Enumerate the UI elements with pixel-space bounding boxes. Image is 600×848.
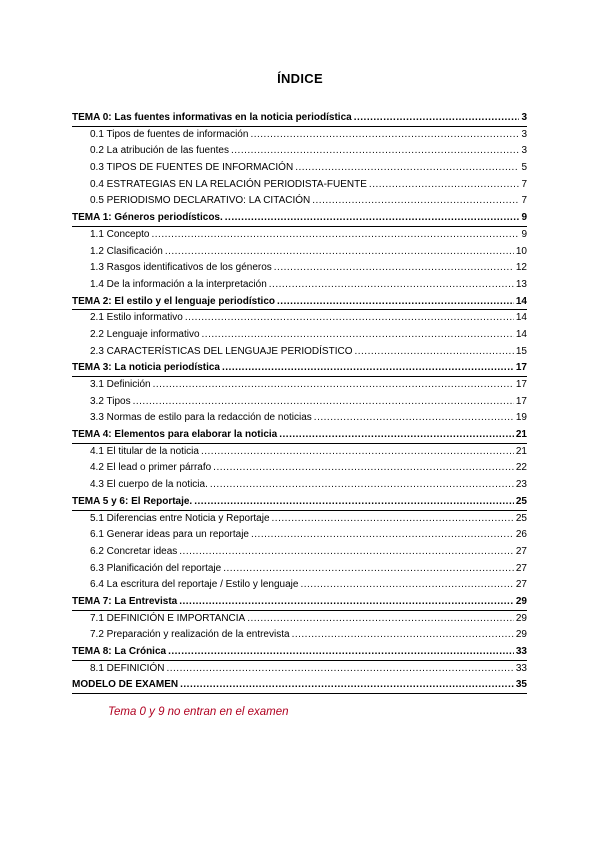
toc-entry-page-number: 29 [515, 595, 527, 607]
toc-dot-leader [180, 677, 514, 694]
toc-entry-page-number: 35 [515, 679, 527, 691]
toc-entry-label: TEMA 5 y 6: El Reportaje. [72, 495, 193, 507]
toc-entry-label: 7.2 Preparación y realización de la entrevista [90, 629, 290, 641]
toc-section-entry[interactable] [72, 410, 527, 427]
toc-dot-leader [277, 294, 514, 311]
toc-entry-page-number: 3 [521, 128, 527, 140]
toc-entry-label: 0.3 TIPOS DE FUENTES DE INFORMACIÓN [90, 162, 294, 174]
toc-section-entry[interactable] [72, 477, 527, 494]
toc-entry-page-number: 9 [521, 212, 527, 224]
toc-section-entry[interactable] [72, 444, 527, 461]
toc-entry-page-number: 3 [521, 145, 527, 157]
toc-entry-page-number: 9 [521, 228, 527, 240]
toc-chapter-entry[interactable] [72, 110, 527, 127]
toc-entry-label: 6.3 Planificación del reportaje [90, 562, 222, 574]
toc-entry-label: 0.2 La atribución de las fuentes [90, 145, 229, 157]
toc-chapter-entry[interactable] [72, 360, 527, 377]
toc-entry-page-number: 33 [515, 646, 527, 657]
toc-dot-leader [231, 143, 519, 160]
toc-chapter-entry[interactable] [72, 427, 527, 444]
toc-section-entry[interactable] [72, 577, 527, 594]
toc-section-entry[interactable] [72, 193, 527, 210]
toc-entry-label: 1.2 Clasificación [90, 245, 163, 257]
toc-dot-leader [279, 427, 514, 444]
toc-entry-label: 1.3 Rasgos identificativos de los géneros [90, 262, 272, 274]
toc-dot-leader [194, 494, 514, 511]
toc-entry-label: TEMA 3: La noticia periodística [72, 362, 220, 374]
toc-chapter-entry[interactable] [72, 294, 527, 311]
toc-dot-leader [202, 327, 514, 344]
toc-chapter-entry[interactable] [72, 594, 527, 611]
toc-dot-leader [165, 244, 514, 261]
toc-dot-leader [133, 394, 514, 411]
toc-entry-page-number: 21 [515, 429, 527, 441]
toc-dot-leader [312, 193, 519, 210]
toc-section-entry[interactable] [72, 511, 527, 528]
toc-entry-page-number: 5 [521, 162, 527, 174]
toc-dot-leader [201, 444, 514, 461]
toc-entry-page-number: 27 [515, 579, 527, 591]
toc-entry-page-number: 17 [515, 379, 527, 390]
toc-entry-page-number: 29 [515, 612, 527, 624]
toc-entry-page-number: 7 [521, 178, 527, 190]
toc-section-entry[interactable] [72, 160, 527, 177]
toc-section-entry[interactable] [72, 260, 527, 277]
toc-section-entry[interactable] [72, 177, 527, 194]
toc-dot-leader [152, 227, 520, 244]
toc-dot-leader [223, 561, 514, 578]
toc-section-entry[interactable] [72, 310, 527, 327]
toc-dot-leader [153, 377, 514, 394]
toc-section-entry[interactable] [72, 227, 527, 244]
toc-entry-label: 7.1 DEFINICIÓN E IMPORTANCIA [90, 612, 246, 624]
toc-dot-leader [300, 577, 513, 594]
toc-entry-label: 4.2 El lead o primer párrafo [90, 462, 212, 474]
toc-entry-label: TEMA 7: La Entrevista [72, 595, 178, 607]
toc-dot-leader [210, 477, 514, 494]
toc-entry-label: TEMA 0: Las fuentes informativas en la noticia periodística [72, 112, 352, 123]
toc-section-entry[interactable] [72, 527, 527, 544]
toc-entry-label: 1.1 Concepto [90, 228, 150, 240]
toc-dot-leader [292, 627, 514, 644]
toc-dot-leader [222, 360, 514, 377]
toc-entry-page-number: 33 [515, 662, 527, 674]
toc-entry-page-number: 25 [515, 512, 527, 524]
toc-dot-leader [179, 594, 514, 611]
toc-section-entry[interactable] [72, 344, 527, 361]
toc-dot-leader [185, 310, 514, 327]
toc-dot-leader [354, 110, 520, 127]
toc-entry-page-number: 14 [515, 295, 527, 307]
toc-section-entry[interactable] [72, 327, 527, 344]
toc-dot-leader [314, 410, 514, 427]
toc-dot-leader [274, 260, 514, 277]
toc-entry-label: 6.1 Generar ideas para un reportaje [90, 529, 249, 541]
exam-note: Tema 0 y 9 no entran en el examen [108, 706, 289, 718]
toc-dot-leader [247, 611, 514, 628]
toc-chapter-entry[interactable] [72, 210, 527, 227]
toc-entry-page-number: 27 [515, 562, 527, 574]
toc-entry-page-number: 17 [515, 395, 527, 407]
toc-entry-label: 6.2 Concretar ideas [90, 545, 178, 557]
toc-entry-page-number: 10 [515, 245, 527, 257]
toc-section-entry[interactable] [72, 460, 527, 477]
toc-dot-leader [354, 344, 513, 361]
toc-section-entry[interactable] [72, 377, 527, 394]
toc-entry-page-number: 26 [515, 529, 527, 541]
toc-entry-label: MODELO DE EXAMEN [72, 679, 179, 691]
toc-section-entry[interactable] [72, 394, 527, 411]
toc-entry-label: 0.5 PERIODISMO DECLARATIVO: LA CITACIÓN [90, 195, 311, 207]
toc-entry-label: TEMA 8: La Crónica [72, 646, 167, 657]
toc-dot-leader [295, 160, 519, 177]
toc-entry-label: 0.4 ESTRATEGIAS EN LA RELACIÓN PERIODISTA-FUENTE [90, 178, 367, 190]
toc-section-entry[interactable] [72, 661, 527, 678]
toc-entry-page-number: 17 [515, 362, 527, 374]
toc-entry-page-number: 21 [515, 445, 527, 457]
toc-dot-leader [369, 177, 520, 194]
toc-entry-page-number: 3 [521, 112, 527, 123]
toc-entry-page-number: 13 [515, 278, 527, 290]
toc-entry-page-number: 7 [521, 195, 527, 207]
toc-entry-page-number: 12 [515, 262, 527, 274]
toc-dot-leader [225, 210, 520, 227]
toc-section-entry[interactable] [72, 277, 527, 294]
toc-section-entry[interactable] [72, 143, 527, 160]
toc-section-entry[interactable] [72, 544, 527, 561]
toc-entry-label: 8.1 DEFINICIÓN [90, 662, 165, 674]
toc-dot-leader [269, 277, 514, 294]
toc-dot-leader [166, 661, 513, 678]
toc-entry-page-number: 22 [515, 462, 527, 474]
toc-entry-page-number: 14 [515, 328, 527, 340]
toc-entry-label: TEMA 2: El estilo y el lenguaje periodístico [72, 295, 276, 307]
toc-entry-label: 3.2 Tipos [90, 395, 131, 407]
toc-section-entry[interactable] [72, 244, 527, 261]
toc-entry-page-number: 29 [515, 629, 527, 641]
toc-dot-leader [213, 460, 514, 477]
toc-section-entry[interactable] [72, 611, 527, 628]
toc-entry-label: 6.4 La escritura del reportaje / Estilo y lenguaje [90, 579, 299, 591]
page-title: ÍNDICE [277, 71, 323, 86]
toc-section-entry[interactable] [72, 627, 527, 644]
toc-entry-label: 3.1 Definición [90, 379, 151, 390]
toc-entry-label: 2.1 Estilo informativo [90, 312, 183, 324]
toc-section-entry[interactable] [72, 127, 527, 144]
toc-section-entry[interactable] [72, 561, 527, 578]
toc-entry-page-number: 27 [515, 545, 527, 557]
toc-chapter-entry[interactable] [72, 644, 527, 661]
toc-entry-page-number: 14 [515, 312, 527, 324]
toc-entry-label: 4.3 El cuerpo de la noticia. [90, 479, 208, 491]
toc-entry-label: 0.1 Tipos de fuentes de información [90, 128, 249, 140]
toc-entry-page-number: 15 [515, 345, 527, 357]
toc-entry-label: 1.4 De la información a la interpretación [90, 278, 267, 290]
toc-entry-label: 2.2 Lenguaje informativo [90, 328, 200, 340]
toc-entry-page-number: 23 [515, 479, 527, 491]
toc-chapter-entry[interactable] [72, 677, 527, 694]
toc-entry-label: 3.3 Normas de estilo para la redacción de noticias [90, 412, 312, 424]
toc-entry-page-number: 25 [515, 495, 527, 507]
toc-dot-leader [272, 511, 514, 528]
toc-dot-leader [168, 644, 514, 661]
toc-entry-page-number: 19 [515, 412, 527, 424]
toc-entry-label: TEMA 1: Géneros periodísticos. [72, 212, 223, 224]
toc-entry-label: TEMA 4: Elementos para elaborar la noticia [72, 429, 278, 441]
toc-chapter-entry[interactable] [72, 494, 527, 511]
toc-entry-label: 2.3 CARACTERÍSTICAS DEL LENGUAJE PERIODÍSTICO [90, 345, 353, 357]
toc-entry-label: 4.1 El titular de la noticia [90, 445, 199, 457]
toc-dot-leader [251, 527, 514, 544]
toc-entry-label: 5.1 Diferencias entre Noticia y Reportaje [90, 512, 270, 524]
toc-dot-leader [250, 127, 519, 144]
toc-dot-leader [179, 544, 514, 561]
table-of-contents [72, 110, 527, 694]
